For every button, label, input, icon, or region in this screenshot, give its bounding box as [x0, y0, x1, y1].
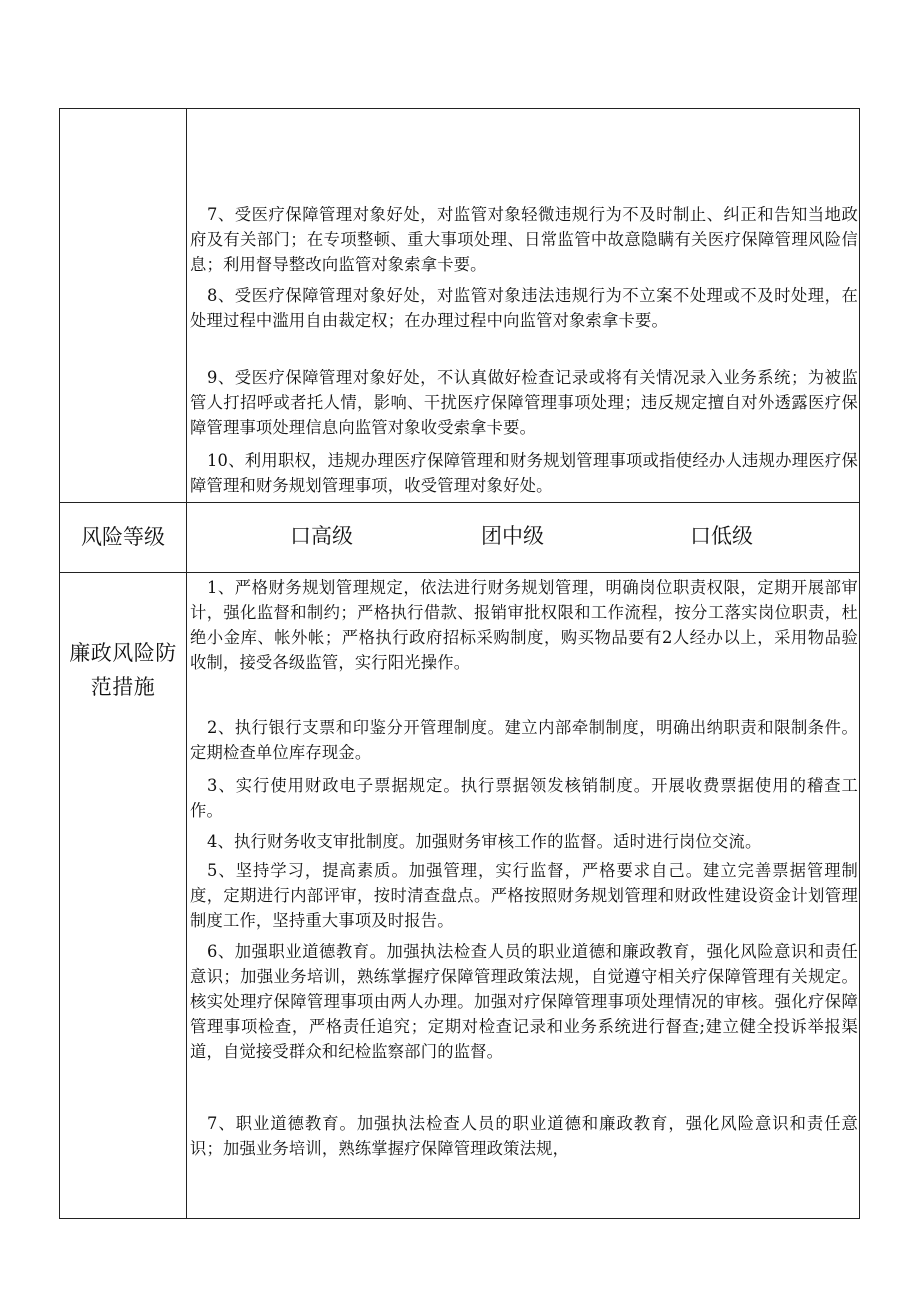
prevention-item-4: 4、执行财务收支审批制度。加强财务审核工作的监督。适时进行岗位交流。: [207, 832, 762, 851]
risk-item-7: 7、受医疗保障管理对象好处，对监管对象轻微违规行为不及时制止、纠正和告知当地政府及有关部门；在专项整顿、重大事项处理、日常监管中故意隐瞒有关医疗保障管理风险信息；利用督导整改向监管对象索拿卡要。: [190, 205, 858, 274]
row-divider: [59, 502, 860, 503]
prevention-item-3: 3、实行使用财政电子票据规定。执行票据领发核销制度。开展收费票据使用的稽查工作。: [190, 776, 858, 820]
risk-level-medium-option: 团中级: [481, 524, 544, 548]
risk-item-9: 9、受医疗保障管理对象好处，不认真做好检查记录或将有关情况录入业务系统；为被监管人打招呼或者托人情，影响、干扰医疗保障管理事项处理；违反规定擅自对外透露医疗保障管理事项处理信息向监管对象收受索拿卡要。: [190, 368, 858, 437]
risk-item-10: 10、利用职权，违规办理医疗保障管理和财务规划管理事项或指使经办人违规办理医疗保障管理和财务规划管理事项，收受管理对象好处。: [190, 451, 858, 495]
prevention-label-line2: 范措施: [90, 675, 156, 699]
row-divider: [59, 572, 860, 573]
risk-level-high-option: 口高级: [290, 524, 353, 548]
prevention-item-7: 7、职业道德教育。加强执法检查人员的职业道德和廉政教育，强化风险意识和责任意识；加强业务培训，熟练掌握疗保障管理政策法规，: [190, 1114, 858, 1158]
risk-level-label: 风险等级: [81, 525, 165, 549]
prevention-item-2: 2、执行银行支票和印鉴分开管理制度。建立内部牵制制度，明确出纳职责和限制条件。定期检查单位库存现金。: [190, 718, 858, 762]
prevention-item-5: 5、坚持学习，提高素质。加强管理，实行监督，严格要求自己。建立完善票据管理制度，定期进行内部评审，按时清查盘点。严格按照财务规划管理和财政性建设资金计划管理制度工作，坚持重大事项及时报告。: [190, 861, 858, 930]
prevention-item-1: 1、严格财务规划管理规定，依法进行财务规划管理，明确岗位职责权限，定期开展部审计，强化监督和制约；严格执行借款、报销审批权限和工作流程，按分工落实岗位职责，杜绝小金库、帐外帐；严格执行政府招标采购制度，购买物品要有2人经办以上，采用物品验收制，接受各级监管，实行阳光操作。: [190, 578, 858, 672]
risk-item-8: 8、受医疗保障管理对象好处，对监管对象违法违规行为不立案不处理或不及时处理，在处理过程中滥用自由裁定权；在办理过程中向监管对象索拿卡要。: [190, 286, 858, 330]
risk-level-low-option: 口低级: [690, 524, 753, 548]
prevention-item-6: 6、加强职业道德教育。加强执法检查人员的职业道德和廉政教育，强化风险意识和责任意识；加强业务培训，熟练掌握疗保障管理政策法规，自觉遵守相关疗保障管理有关规定。核实处理疗保障管理事项由两人办理。加强对疗保障管理事项处理情况的审核。强化疗保障管理事项检查，严格责任追究；定期对检查记录和业务系统进行督查;建立健全投诉举报渠道，自觉接受群众和纪检监察部门的监督。: [190, 942, 858, 1061]
column-divider: [186, 108, 187, 1219]
prevention-label-line1: 廉政风险防: [69, 641, 177, 665]
